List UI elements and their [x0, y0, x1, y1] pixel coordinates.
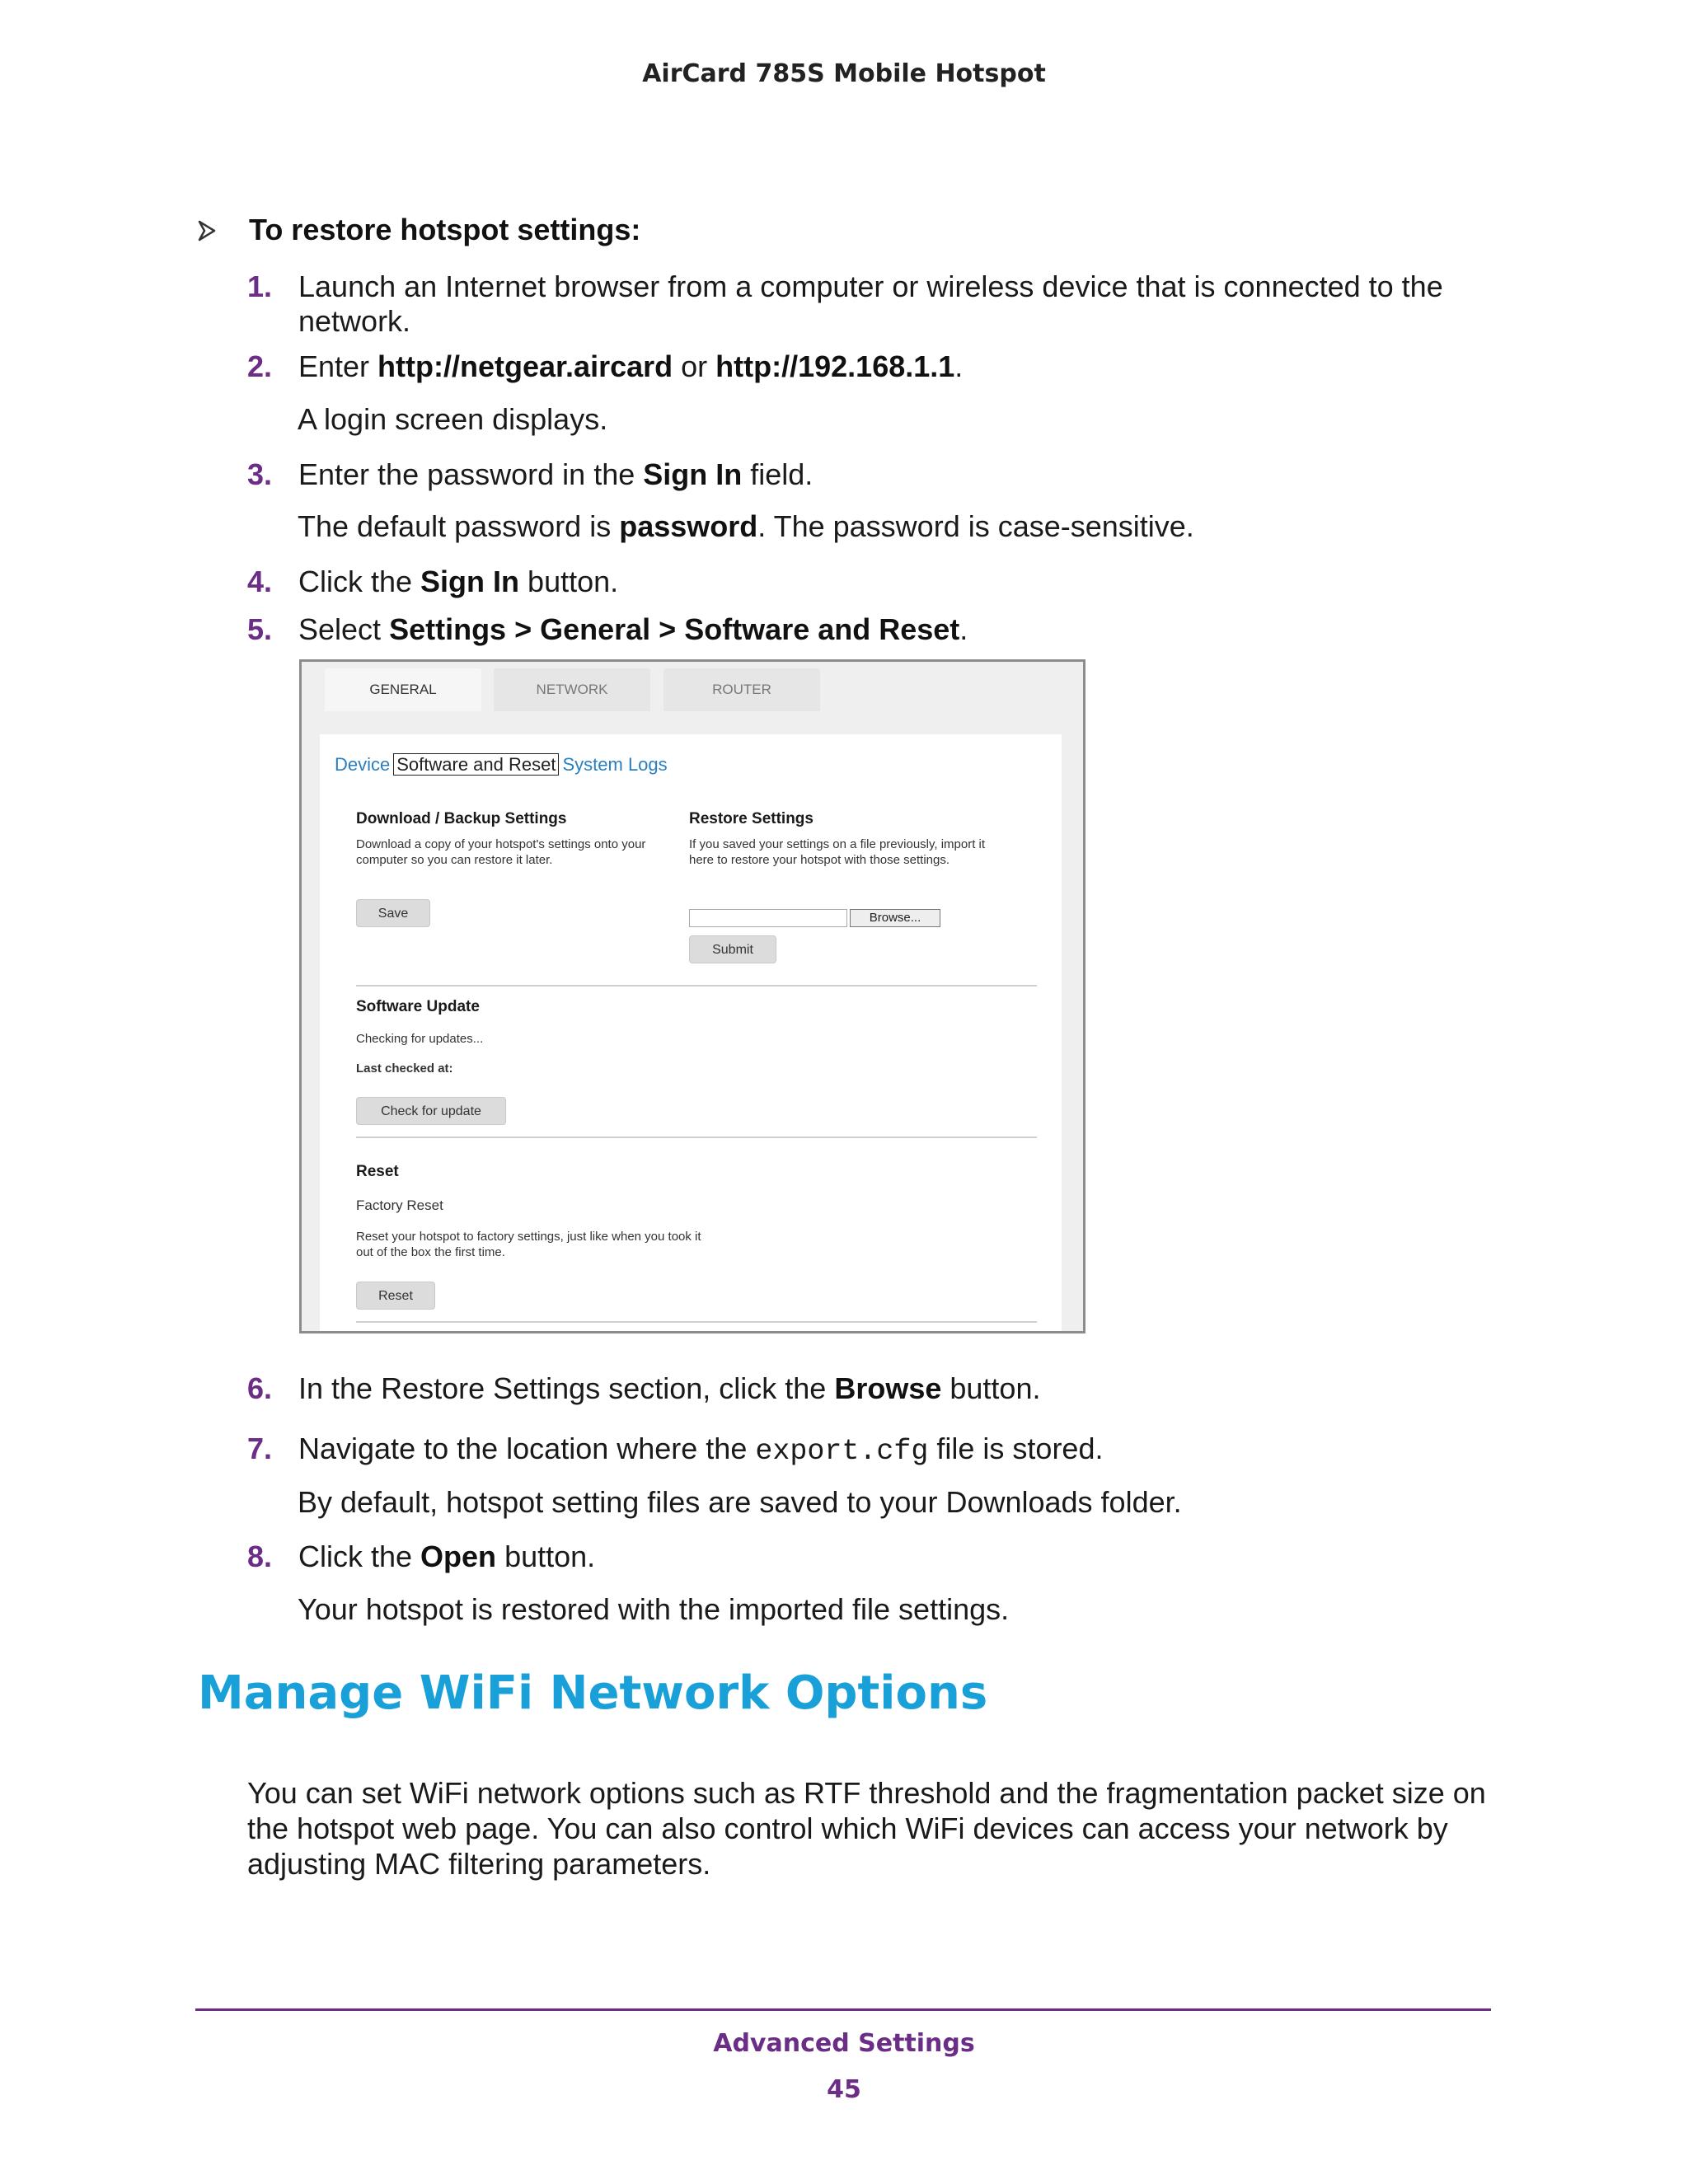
footer-chapter: Advanced Settings: [713, 2029, 975, 2058]
backup-title: Download / Backup Settings: [356, 810, 567, 827]
update-status: Checking for updates...: [356, 1032, 484, 1046]
divider: [356, 1321, 1037, 1323]
page-number: 45: [827, 2075, 861, 2104]
filename-code: export.cfg: [755, 1435, 929, 1468]
subnav-system-logs[interactable]: System Logs: [562, 754, 668, 775]
subnav-software-reset[interactable]: Software and Reset: [393, 753, 559, 776]
section-body: You can set WiFi network options such as RTF threshold and the fragmentation packet size on the hotspot web page. You can also control which WiFi devices can access your network by adjusting MAC filtering parameters.: [247, 1776, 1486, 1881]
check-update-button[interactable]: Check for update: [356, 1097, 506, 1125]
subnav: [335, 754, 668, 776]
tab-bar: [302, 662, 1083, 711]
step-2-note: A login screen displays.: [298, 402, 608, 436]
update-title: Software Update: [356, 998, 480, 1015]
divider: [356, 985, 1037, 987]
restore-title: Restore Settings: [689, 810, 814, 827]
divider: [356, 1137, 1037, 1138]
factory-reset-label: Factory Reset: [356, 1197, 443, 1213]
section-heading: Manage WiFi Network Options: [198, 1666, 988, 1720]
step-7-note: By default, hotspot setting files are saved to your Downloads folder.: [298, 1485, 1182, 1519]
last-checked-label: Last checked at:: [356, 1062, 453, 1076]
url-ip-address: http://192.168.1.1: [715, 349, 955, 383]
restore-desc: If you saved your settings on a file previously, import it here to restore your hotspot with those settings.: [689, 837, 986, 867]
running-header: AirCard 785S Mobile Hotspot: [642, 59, 1046, 88]
reset-button[interactable]: Reset: [356, 1282, 435, 1310]
backup-desc: Download a copy of your hotspot's settings onto your computer so you can restore it later.: [356, 837, 646, 867]
browse-button[interactable]: Browse...: [850, 909, 940, 927]
reset-title: Reset: [356, 1163, 399, 1180]
reset-desc: Reset your hotspot to factory settings, just like when you took it out of the box the first time.: [356, 1230, 701, 1259]
software-reset-screenshot: [299, 659, 1085, 1333]
submit-button[interactable]: Submit: [689, 935, 776, 963]
footer-rule: [195, 2008, 1491, 2011]
settings-panel: [320, 734, 1062, 1333]
arrow-bullet-icon: [196, 216, 218, 251]
subnav-device[interactable]: Device: [335, 754, 391, 775]
tab-network[interactable]: NETWORK: [494, 668, 650, 711]
url-netgear-aircard: http://netgear.aircard: [377, 349, 673, 383]
step-3-note: The default password is password. The password is case-sensitive.: [298, 509, 1194, 543]
tab-general[interactable]: GENERAL: [325, 668, 481, 711]
step-8-note: Your hotspot is restored with the imported file settings.: [298, 1592, 1010, 1626]
procedure-title: To restore hotspot settings:: [249, 213, 641, 246]
save-button[interactable]: Save: [356, 899, 430, 927]
file-path-input[interactable]: [689, 909, 847, 927]
tab-router[interactable]: ROUTER: [663, 668, 820, 711]
